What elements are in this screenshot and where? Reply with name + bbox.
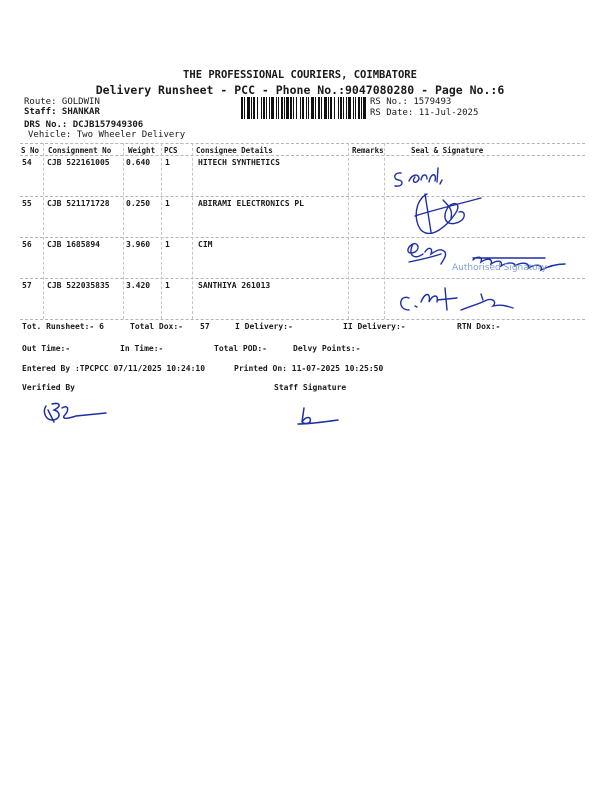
barcode-bar — [247, 97, 250, 119]
row-consignee: ABIRAMI ELECTRONICS PL — [198, 199, 304, 208]
row-consignee: SANTHIYA 261013 — [198, 281, 271, 290]
drs-number: DRS No.: DCJB157949306 — [24, 120, 144, 130]
staff-signature-label: Staff Signature — [274, 383, 347, 392]
barcode-bar — [340, 97, 342, 119]
total-dox-value: 57 — [200, 322, 210, 331]
barcode-bar — [286, 97, 289, 119]
row-weight: 0.250 — [126, 199, 151, 208]
delivery-points: Delvy Points:- — [293, 344, 361, 353]
barcode-bar — [257, 97, 258, 119]
barcode-bar — [324, 97, 327, 119]
barcode-bar — [328, 97, 329, 119]
barcode-bar — [293, 97, 294, 119]
barcode-bar — [251, 97, 252, 119]
barcode-bar — [321, 97, 322, 119]
col-header-sno: S No — [21, 146, 40, 155]
out-time: Out Time:- — [22, 344, 71, 353]
column-divider — [348, 143, 349, 319]
barcode-bar — [318, 97, 320, 119]
barcode-bar — [353, 97, 354, 119]
entered-by: Entered By :TPCPCC 07/11/2025 10:24:10 — [22, 364, 206, 373]
row-consignee: HITECH SYNTHETICS — [198, 158, 280, 167]
barcode-bar — [355, 97, 356, 119]
barcode-bar — [302, 97, 304, 119]
column-divider — [161, 143, 162, 319]
row-pcs: 1 — [165, 158, 170, 167]
col-header-weight: Weight — [128, 146, 156, 155]
barcode-bar — [306, 97, 307, 119]
table-top-border — [20, 143, 585, 144]
barcode-bar — [343, 97, 344, 119]
total-dox-label: Total Dox:- — [130, 322, 183, 331]
barcode-bar — [281, 97, 283, 119]
verified-by-label: Verified By — [22, 383, 75, 392]
handwritten-signatures — [385, 160, 585, 320]
row-consignment: CJB 1685894 — [47, 240, 100, 249]
total-pod: Total POD:- — [214, 344, 267, 353]
row-consignment: CJB 522035835 — [47, 281, 110, 290]
staff-label: Staff: SHANKAR — [24, 107, 100, 117]
barcode-bar — [330, 97, 332, 119]
barcode-bar — [338, 97, 339, 119]
barcode-bar — [271, 97, 274, 119]
barcode-bar — [269, 97, 270, 119]
staff-signature-mark — [294, 404, 344, 428]
row-weight: 3.420 — [126, 281, 151, 290]
row-sno: 55 — [22, 199, 32, 208]
authorised-signatory-stamp: Authorised Signatory — [452, 263, 547, 273]
rtn-dox: RTN Dox:- — [457, 322, 501, 331]
row-consignment: CJB 521171728 — [47, 199, 110, 208]
barcode-bar — [244, 97, 245, 119]
header-divider — [20, 155, 585, 156]
total-runsheet: Tot. Runsheet:- 6 — [22, 322, 104, 331]
verifier-signature — [40, 400, 120, 428]
barcode-bar — [253, 97, 255, 119]
barcode-bar — [276, 97, 277, 119]
barcode-bar — [361, 97, 362, 119]
row-pcs: 1 — [165, 199, 170, 208]
route-label: Route: GOLDWIN — [24, 97, 100, 107]
column-divider — [123, 143, 124, 319]
barcode-bar — [346, 97, 347, 119]
in-time: In Time:- — [120, 344, 164, 353]
row-weight: 3.960 — [126, 240, 151, 249]
barcode-bar — [284, 97, 285, 119]
printed-on: Printed On: 11-07-2025 10:25:50 — [234, 364, 384, 373]
rs-date: RS Date: 11-Jul-2025 — [370, 108, 479, 118]
row-sno: 57 — [22, 281, 32, 290]
barcode-bar — [263, 97, 265, 119]
column-divider — [43, 143, 44, 319]
barcode-bar — [261, 97, 262, 119]
col-header-consignee: Consignee Details — [196, 146, 273, 155]
row-consignee: CIM — [198, 240, 213, 249]
row-pcs: 1 — [165, 281, 170, 290]
barcode-bar — [290, 97, 292, 119]
runsheet-subtitle: Delivery Runsheet - PCC - Phone No.:9047080280 - Page No.:6 — [95, 83, 505, 97]
barcode-bar — [315, 97, 316, 119]
row-sno: 56 — [22, 240, 32, 249]
company-title: THE PROFESSIONAL COURIERS, COIMBATORE — [183, 69, 417, 81]
vehicle-label: Vehicle: Two Wheeler Delivery — [28, 130, 186, 140]
barcode-bar — [348, 97, 351, 119]
row-consignment: CJB 522161005 — [47, 158, 110, 167]
col-header-consignment: Consignment No — [48, 146, 112, 155]
barcode-bar — [363, 97, 366, 119]
row-sno: 54 — [22, 158, 32, 167]
barcode-image — [241, 97, 367, 119]
barcode-bar — [308, 97, 309, 119]
ii-delivery: II Delivery:- — [343, 322, 406, 331]
col-header-seal-signature: Seal & Signature — [411, 146, 484, 155]
rs-number: RS No.: 1579493 — [370, 97, 452, 107]
barcode-bar — [358, 97, 360, 119]
barcode-bar — [266, 97, 267, 119]
col-header-remarks: Remarks — [352, 146, 384, 155]
row-pcs: 1 — [165, 240, 170, 249]
barcode-bar — [334, 97, 335, 119]
barcode-bar — [300, 97, 301, 119]
barcode-bar — [296, 97, 297, 119]
barcode-bar — [278, 97, 279, 119]
barcode-bar — [311, 97, 314, 119]
column-divider — [192, 143, 193, 319]
col-header-pcs: PCS — [164, 146, 178, 155]
barcode-bar — [241, 97, 243, 119]
row-weight: 0.640 — [126, 158, 151, 167]
i-delivery: I Delivery:- — [235, 322, 293, 331]
